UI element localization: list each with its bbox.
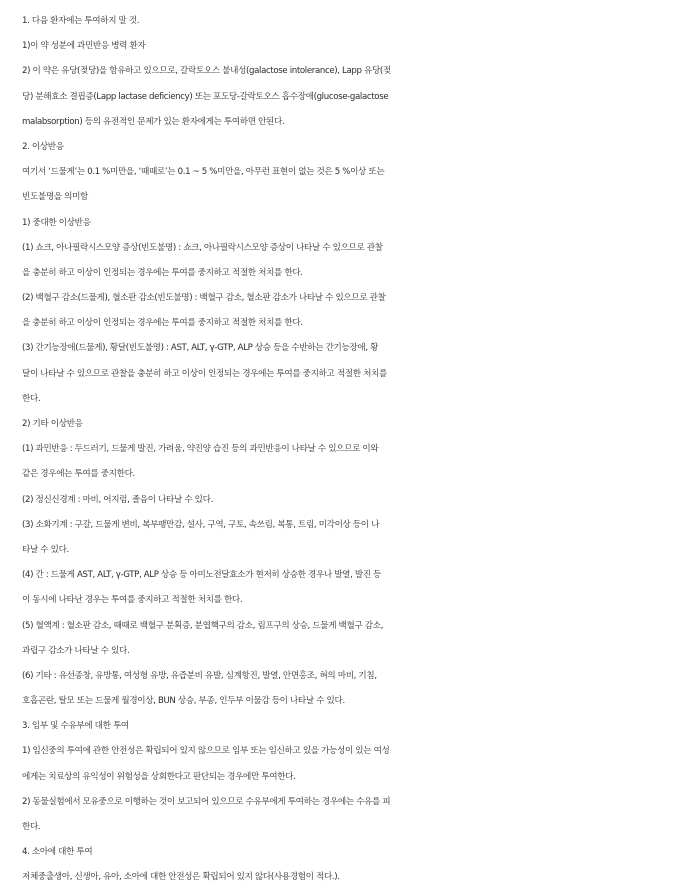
subsection-heading: 2) 기타 이상반응: [22, 419, 83, 429]
text-line: 과립구 감소가 나타날 수 있다.: [22, 645, 130, 656]
text-line: 달이 나타날 수 있으므로 관찰을 충분히 하고 이상이 인정되는 경우에는 투여를 중지하고 적절한 처치를: [22, 368, 387, 379]
text-line: 타날 수 있다.: [22, 544, 69, 555]
text-line: (1) 과민반응 : 두드러기, 드물게 발진, 가려움, 약진양 습진 등의 과민반응이 나타날 수 있으므로 이와: [22, 444, 379, 455]
text-line: malabsorption) 등의 유전적인 문제가 있는 환자에게는 투여하면 안된다.: [22, 116, 285, 127]
text-line: 빈도불명을 의미함: [22, 192, 88, 203]
text-line: (2) 정신신경계 : 마비, 어지럼, 졸음이 나타날 수 있다.: [22, 494, 213, 505]
text-line: 에게는 치료상의 유익성이 위험성을 상회한다고 판단되는 경우에만 투여한다.: [22, 771, 296, 782]
section-heading: 2. 이상반응: [22, 141, 64, 152]
text-line: 여기서 ‘드물게’는 0.1 %미만을, ‘때때로’는 0.1 ~ 5 %미만을, 아무런 표현이 없는 것은 5 %이상 또는: [22, 167, 385, 178]
text-line: 호흡곤란, 탈모 또는 드물게 월경이상, BUN 상승, 부종, 인두부 이물감 등이 나타날 수 있다.: [22, 696, 345, 707]
text-line: 한다.: [22, 822, 41, 832]
text-line: (2) 백혈구 감소(드물게), 혈소판 감소(빈도불명) : 백혈구 감소, 혈소판 감소가 나타날 수 있으므로 관찰: [22, 293, 386, 304]
text-line: 을 충분히 하고 이상이 인정되는 경우에는 투여를 중지하고 적절한 처치를 한다.: [22, 318, 303, 329]
text-line: 1. 다음 환자에는 투여하지 말 것.: [22, 16, 140, 26]
text-line: 2) 이 약은 유당(젖당)을 함유하고 있으므로, 갈락토오스 불내성(galactose intolerance), Lapp 유당(젖: [22, 66, 391, 77]
text-line: (3) 소화기계 : 구갈, 드물게 변비, 복부팽만감, 설사, 구역, 구토, 속쓰림, 복통, 트림, 미각이상 등이 나: [22, 519, 380, 530]
text-line: 이 동시에 나타난 경우는 투여를 중지하고 적절한 처치를 한다.: [22, 595, 243, 606]
text-line: 같은 경우에는 투여를 중지한다.: [22, 469, 135, 480]
text-line: (4) 간 : 드물게 AST, ALT, γ-GTP, ALP 상승 등 아미노전달효소가 현저히 상승한 경우나 발열, 발진 등: [22, 570, 382, 581]
text-line: 당) 분해효소 결핍증(Lapp lactase deficiency) 또는 포도당-갈락토오스 흡수장애(glucose-galactose: [22, 91, 389, 102]
text-line: (3) 간기능장애(드물게), 황달(빈도불명) : AST, ALT, γ-GTP, ALP 상승 등을 수반하는 간기능장애, 황: [22, 343, 379, 354]
text-line: 1) 임신중의 투여에 관한 안전성은 확립되어 있지 않으므로 임부 또는 임신하고 있을 가능성이 있는 여성: [22, 746, 390, 757]
text-line: (1) 쇼크, 아나필락시스모양 증상(빈도불명) : 쇼크, 아나필락시스모양 증상이 나타날 수 있으므로 관찰: [22, 242, 383, 253]
text-line: (5) 혈액계 : 혈소판 감소, 때때로 백혈구 분획증, 분엽핵구의 감소, 림프구의 상승, 드물게 백혈구 감소,: [22, 620, 384, 631]
text-line: 저체중출생아, 신생아, 유아, 소아에 대한 안전성은 확립되어 있지 않다(사용경험이 적다.).: [22, 872, 340, 883]
section-heading: 4. 소아에 대한 투여: [22, 847, 93, 858]
text-line: 1)이 약 성분에 과민반응 병력 환자: [22, 41, 146, 52]
section-heading: 3. 임부 및 수유부에 대한 투여: [22, 721, 129, 732]
text-line: 을 충분히 하고 이상이 인정되는 경우에는 투여를 중지하고 적절한 처치를 한다.: [22, 267, 303, 278]
text-line: (6) 기타 : 유선종창, 유방통, 여성형 유방, 유즙분비 유발, 심계항진, 발열, 안면홍조, 혀의 마비, 기침,: [22, 670, 377, 681]
text-line: 한다.: [22, 393, 41, 404]
subsection-heading: 1) 중대한 이상반응: [22, 217, 91, 228]
text-line: 2) 동물실험에서 모유중으로 이행하는 것이 보고되어 있으므로 수유부에게 투여하는 경우에는 수유를 피: [22, 796, 391, 807]
